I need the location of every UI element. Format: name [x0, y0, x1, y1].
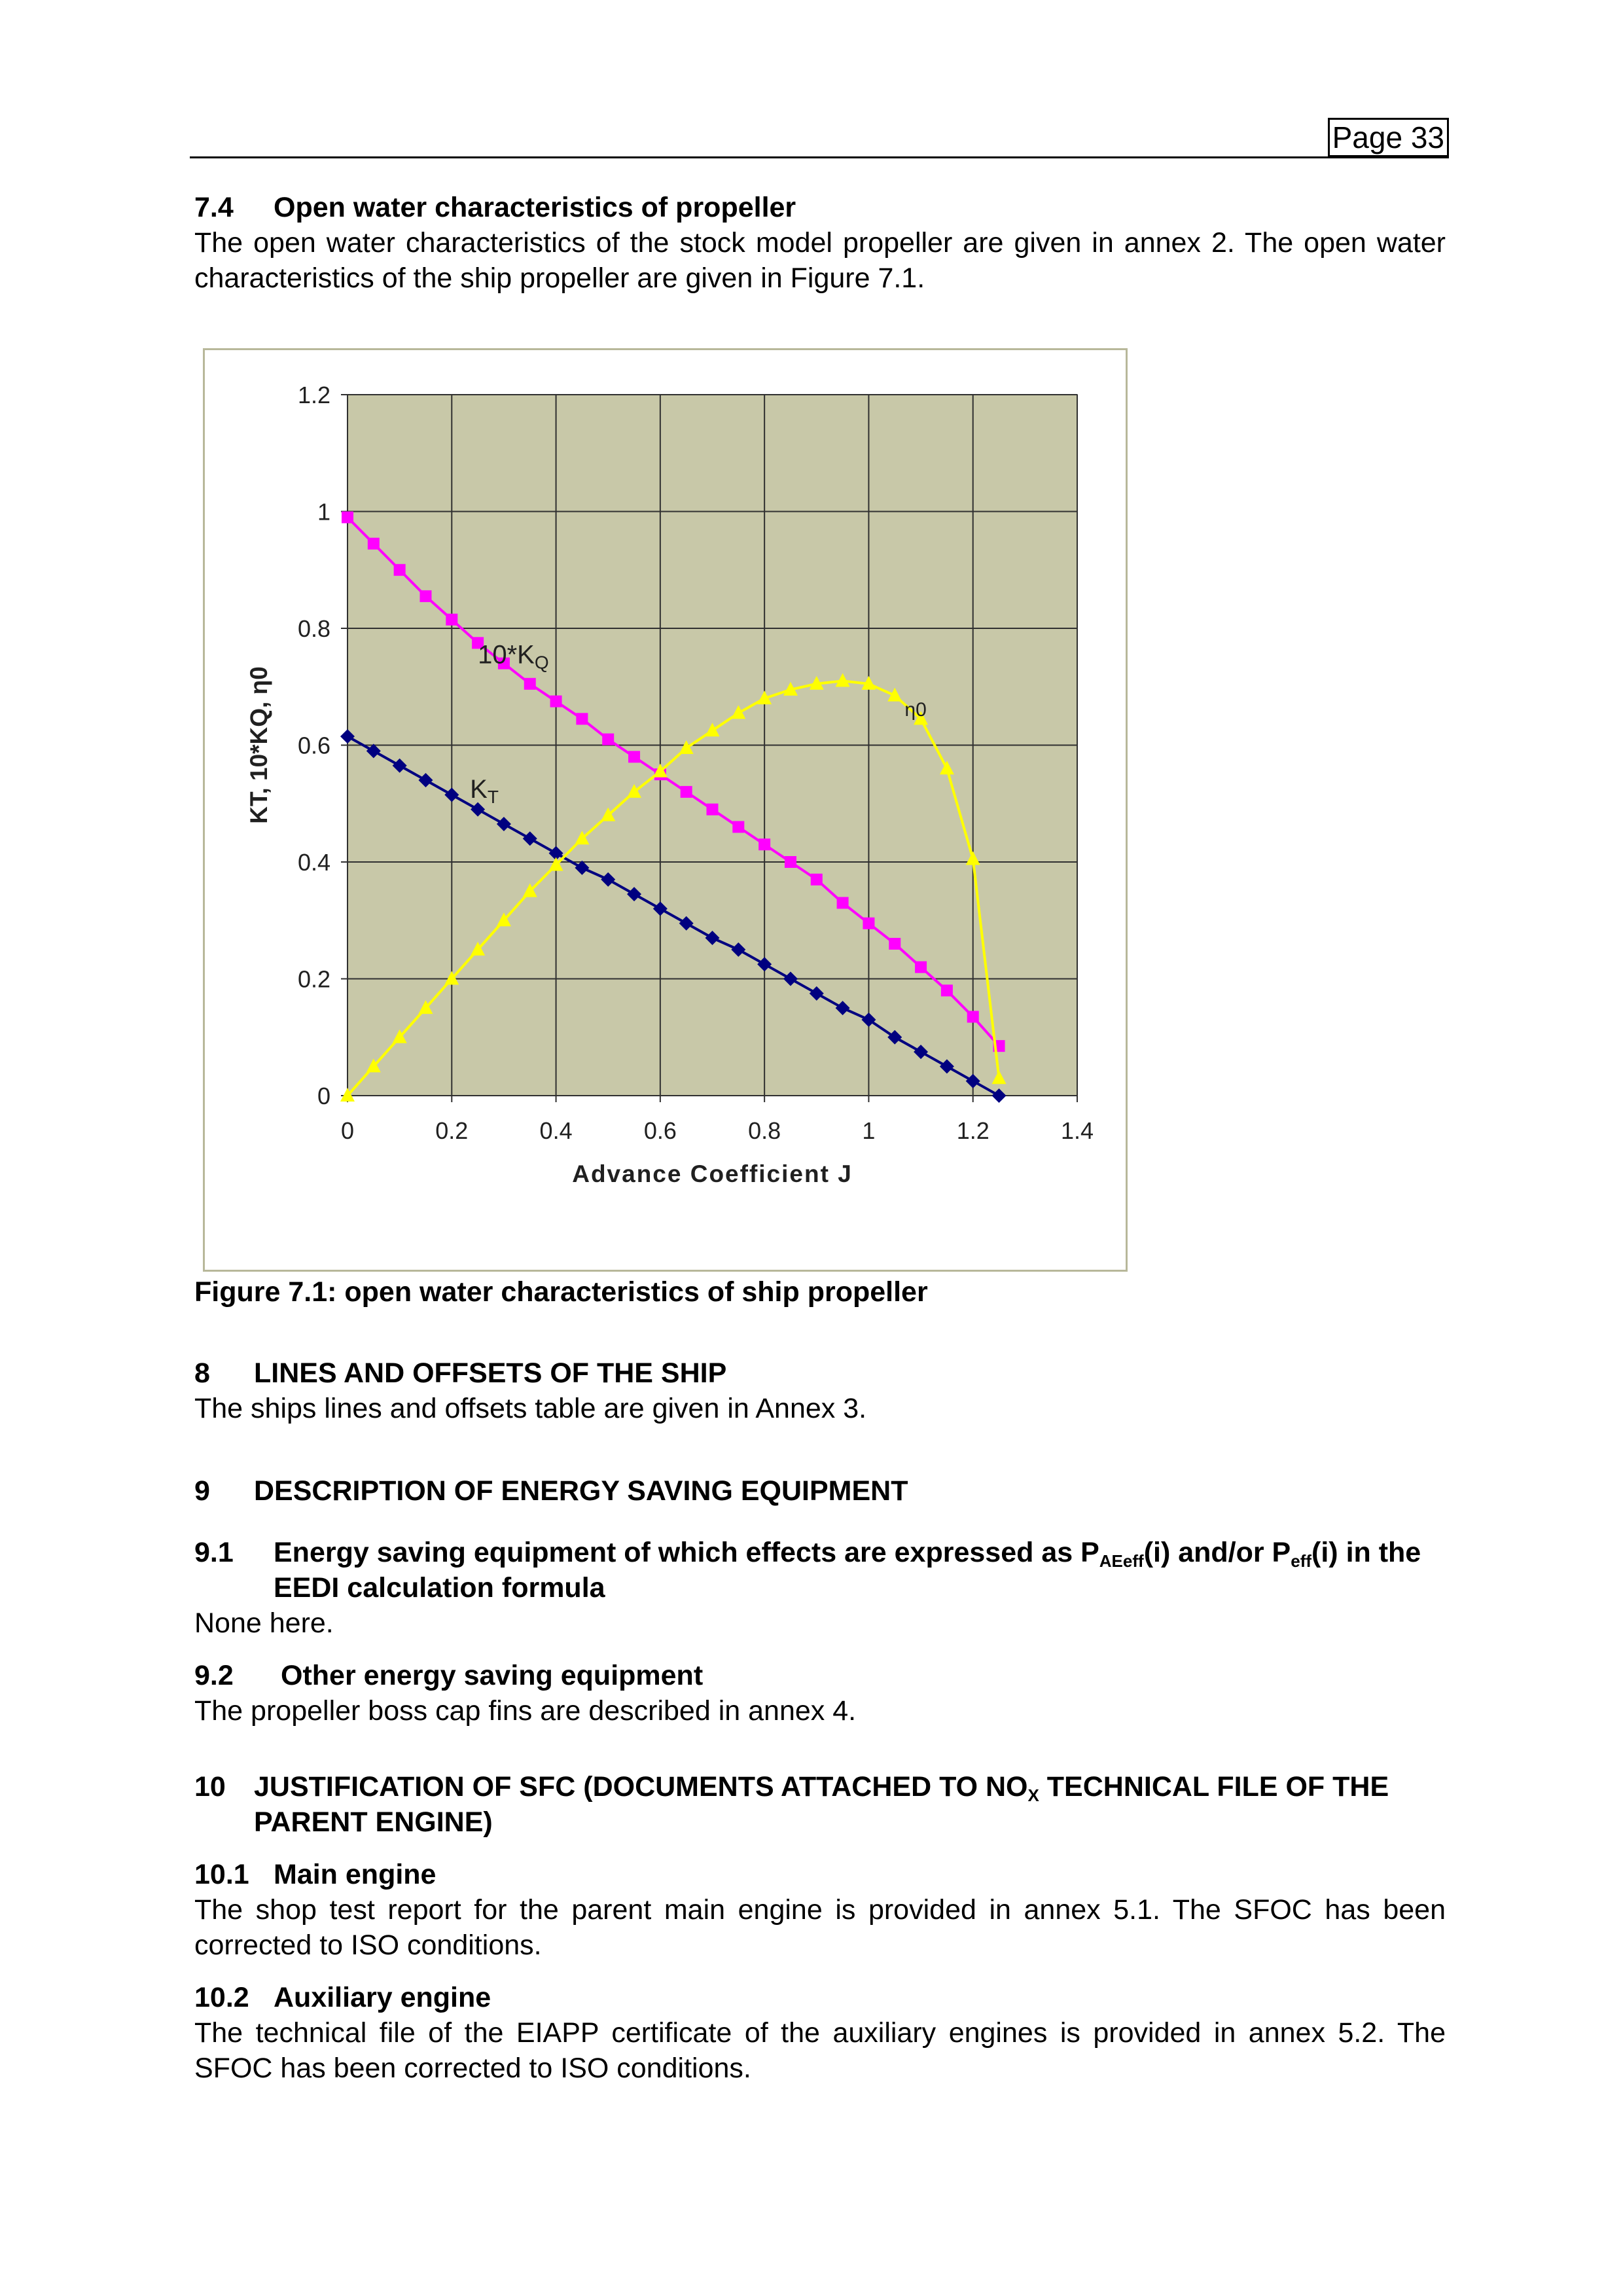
title-part: (i) in the EEDI calculation formula [274, 1537, 1421, 1604]
section-8-body: The ships lines and offsets table are given in Annex 3. [194, 1393, 867, 1424]
series-label: η0 [904, 698, 927, 721]
data-point-square [967, 1011, 979, 1023]
section-10-1-heading [194, 1857, 1446, 1892]
x-tick-label: 0.2 [435, 1117, 469, 1144]
figure-7-1-chart [203, 348, 1128, 1272]
section-number: 9.1 [194, 1537, 234, 1568]
y-tick-label: 0.8 [297, 615, 330, 642]
y-tick-label: 0.4 [297, 849, 330, 876]
section-7-4-body: The open water characteristics of the stock model propeller are given in annex 2. The open water characteristics of the ship propeller are given in Figure 7.1. [194, 227, 1446, 294]
data-point-square [863, 918, 874, 929]
section-8-heading [194, 1355, 1446, 1391]
x-axis-label: Advance Coefficient J [572, 1160, 853, 1187]
series-label-subscript: T [487, 786, 499, 807]
y-tick-label: 1 [317, 498, 330, 526]
data-point-square [732, 821, 744, 833]
section-number: 7.4 [194, 192, 234, 223]
section-title: LINES AND OFFSETS OF THE SHIP [254, 1357, 727, 1389]
data-point-square [681, 786, 692, 798]
section-9-1-heading [194, 1535, 1446, 1605]
data-point-square [628, 751, 640, 762]
subscript: X [1027, 1785, 1039, 1805]
data-point-square [368, 538, 380, 550]
title-part: (i) and/or P [1143, 1537, 1291, 1568]
section-10-2-body: The technical file of the EIAPP certificate of the auxiliary engines is provided in annex 5.2. The SFOC has been corrected to ISO conditions. [194, 2017, 1446, 2084]
section-number: 10.1 [194, 1859, 249, 1890]
section-title [274, 1535, 1446, 1605]
section-number: 9 [194, 1475, 210, 1507]
subscript: AEeff [1099, 1551, 1144, 1571]
section-9-heading [194, 1473, 1446, 1509]
section-9-2-body: The propeller boss cap fins are described in annex 4. [194, 1695, 857, 1727]
document-body [194, 190, 1446, 2086]
data-point-square [941, 984, 953, 996]
data-point-square [889, 938, 901, 950]
chart-svg [205, 350, 1126, 1270]
title-part: JUSTIFICATION OF SFC (DOCUMENTS ATTACHED TO NO [254, 1771, 1028, 1803]
y-tick-label: 0 [317, 1083, 330, 1109]
section-10-heading [194, 1769, 1446, 1840]
title-part: Energy saving equipment of which effects are expressed as P [274, 1537, 1099, 1568]
data-point-square [394, 564, 406, 576]
data-point-square [576, 713, 588, 725]
section-10-2-heading [194, 1980, 1446, 2015]
page-number: Page 33 [1328, 118, 1449, 157]
data-point-square [550, 696, 562, 708]
section-9-2-heading [194, 1658, 1446, 1693]
data-point-square [837, 897, 849, 908]
section-number: 10 [194, 1771, 226, 1803]
data-point-square [446, 614, 457, 626]
data-point-square [785, 856, 796, 868]
section-title: Auxiliary engine [274, 1982, 491, 2013]
x-tick-label: 0.8 [748, 1117, 781, 1144]
data-point-square [811, 874, 823, 886]
section-number: 8 [194, 1357, 210, 1389]
section-title: Main engine [274, 1859, 437, 1890]
data-point-square [342, 511, 353, 523]
y-axis-label: KT, 10*KQ, η0 [245, 666, 272, 824]
figure-caption: Figure 7.1: open water characteristics of ship propeller [194, 1276, 928, 1308]
section-number: 10.2 [194, 1982, 249, 2013]
section-title: DESCRIPTION OF ENERGY SAVING EQUIPMENT [254, 1475, 908, 1507]
x-tick-label: 0.6 [643, 1117, 677, 1144]
section-title: Other energy saving equipment [281, 1660, 704, 1691]
x-tick-label: 1 [862, 1117, 876, 1144]
header-rule [190, 156, 1449, 158]
x-tick-label: 0.4 [539, 1117, 573, 1144]
data-point-square [602, 734, 614, 745]
x-tick-label: 1.2 [956, 1117, 990, 1144]
y-tick-label: 1.2 [297, 382, 330, 408]
data-point-square [915, 961, 927, 973]
data-point-square [758, 838, 770, 850]
section-title: Open water characteristics of propeller [274, 192, 796, 223]
title-part: TECHNICAL FILE OF THE PARENT ENGINE) [254, 1771, 1389, 1838]
subscript: eff [1291, 1551, 1312, 1571]
y-tick-label: 0.2 [297, 965, 330, 993]
data-point-square [419, 590, 431, 602]
y-tick-label: 0.6 [297, 732, 330, 759]
series-label: $10*K_Q$ [478, 640, 549, 673]
section-10-1-body: The shop test report for the parent main engine is provided in annex 5.1. The SFOC has been corrected to ISO conditions. [194, 1894, 1446, 1961]
section-number: 9.2 [194, 1660, 234, 1691]
x-tick-label: 0 [340, 1117, 355, 1144]
series-label: $K_T$ [470, 774, 499, 807]
section-title [254, 1769, 1446, 1840]
data-point-square [524, 678, 536, 690]
section-7-4-heading [194, 190, 1446, 225]
series-label-subscript: Q [534, 652, 549, 673]
data-point-square [707, 804, 719, 816]
section-9-1-body: None here. [194, 1607, 334, 1639]
x-tick-label: 1.4 [1060, 1117, 1094, 1144]
